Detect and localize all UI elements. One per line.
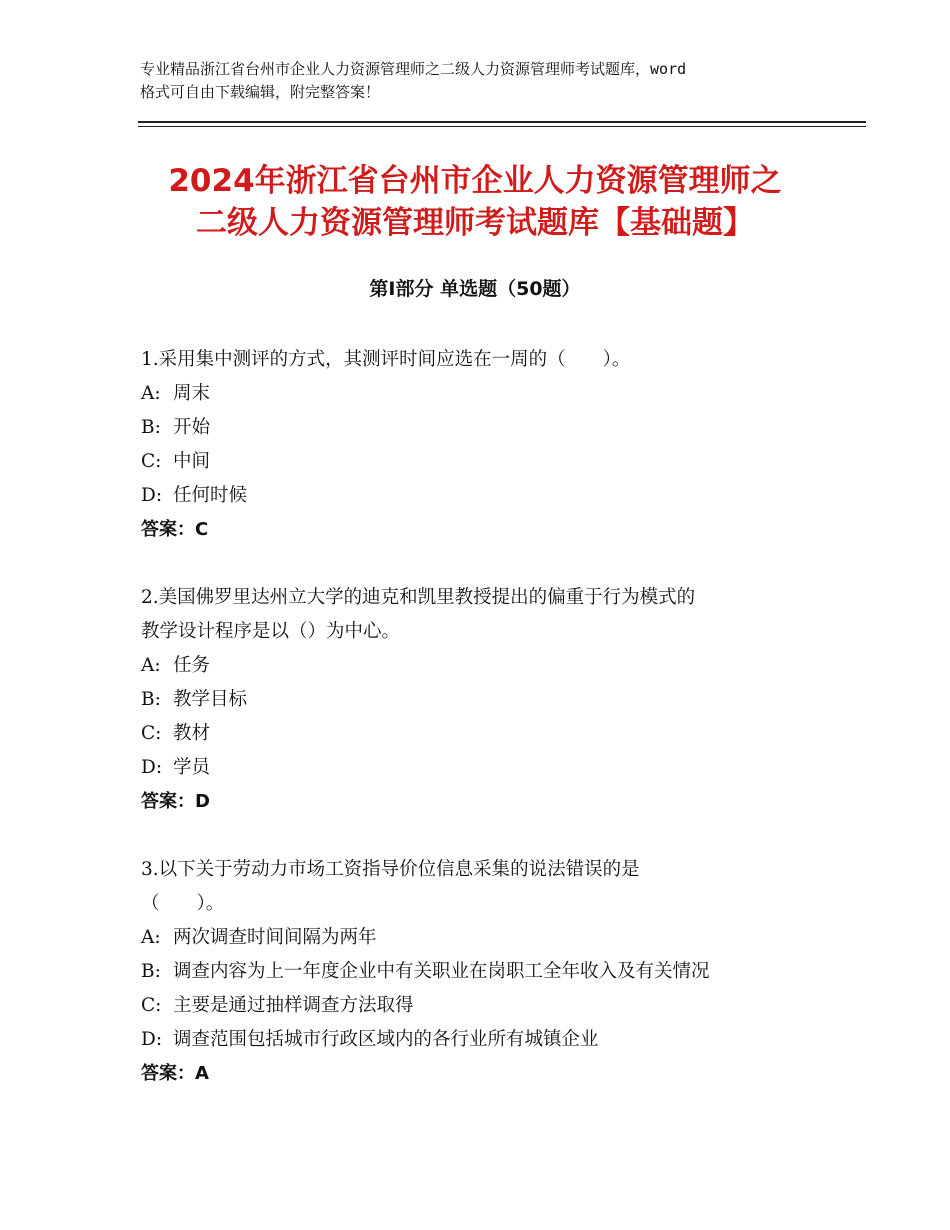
option-label: C: bbox=[141, 723, 162, 744]
option-label: D: bbox=[141, 757, 163, 778]
header-divider-thin bbox=[138, 126, 866, 127]
option-a bbox=[141, 921, 821, 955]
question-text: 教学设计程序是以（）为中心。 bbox=[141, 621, 401, 642]
answer: 答案：A bbox=[141, 1063, 209, 1084]
option-label: D: bbox=[141, 1029, 163, 1050]
option-text: 教学目标 bbox=[173, 689, 248, 710]
question-2 bbox=[141, 581, 821, 819]
option-b bbox=[141, 683, 821, 717]
option-label: B: bbox=[141, 417, 161, 438]
option-label: B: bbox=[141, 689, 161, 710]
section-heading: 第Ⅰ部分 单选题（50题） bbox=[369, 278, 581, 300]
option-text: 任务 bbox=[173, 655, 211, 676]
option-label: C: bbox=[141, 995, 162, 1016]
option-a bbox=[141, 649, 821, 683]
question-1 bbox=[141, 343, 821, 547]
option-d bbox=[141, 1023, 821, 1057]
question-text: 2.美国佛罗里达州立大学的迪克和凯里教授提出的偏重于行为模式的 bbox=[141, 587, 696, 608]
question-text: （ ）。 bbox=[141, 893, 225, 914]
question-3 bbox=[141, 853, 821, 1091]
header-divider-thick bbox=[138, 121, 866, 123]
option-label: A: bbox=[141, 655, 161, 676]
answer: 答案：C bbox=[141, 519, 209, 540]
option-text: 调查内容为上一年度企业中有关职业在岗职工全年收入及有关情况 bbox=[173, 961, 710, 982]
document-title-line-2: 二级人力资源管理师考试题库【基础题】 bbox=[196, 205, 754, 241]
option-label: D: bbox=[141, 485, 163, 506]
option-text: 学员 bbox=[173, 757, 211, 778]
option-d bbox=[141, 479, 821, 513]
option-c bbox=[141, 445, 821, 479]
option-text: 中间 bbox=[173, 451, 211, 472]
option-c bbox=[141, 989, 821, 1023]
option-label: A: bbox=[141, 927, 161, 948]
header-note-line-2: 格式可自由下载编辑，附完整答案！ bbox=[140, 83, 381, 101]
option-label: A: bbox=[141, 383, 161, 404]
option-text: 开始 bbox=[173, 417, 211, 438]
option-a bbox=[141, 377, 821, 411]
document-title bbox=[100, 160, 850, 244]
option-c bbox=[141, 717, 821, 751]
answer: 答案：D bbox=[141, 791, 210, 812]
document-title-line-1: 2024年浙江省台州市企业人力资源管理师之 bbox=[168, 163, 782, 199]
option-d bbox=[141, 751, 821, 785]
question-text: 3.以下关于劳动力市场工资指导价位信息采集的说法错误的是 bbox=[141, 859, 640, 880]
option-label: B: bbox=[141, 961, 161, 982]
option-text: 主要是通过抽样调查方法取得 bbox=[173, 995, 414, 1016]
option-text: 任何时候 bbox=[173, 485, 248, 506]
option-text: 调查范围包括城市行政区域内的各行业所有城镇企业 bbox=[173, 1029, 599, 1050]
option-text: 周末 bbox=[173, 383, 211, 404]
question-text: 1.采用集中测评的方式，其测评时间应选在一周的（ ）。 bbox=[141, 349, 631, 370]
option-text: 两次调查时间间隔为两年 bbox=[173, 927, 377, 948]
header-note-line-1: 专业精品浙江省台州市企业人力资源管理师之二级人力资源管理师考试题库，word bbox=[140, 60, 687, 78]
option-b bbox=[141, 955, 821, 989]
question-list bbox=[141, 343, 821, 1125]
option-label: C: bbox=[141, 451, 162, 472]
header-note bbox=[140, 58, 840, 104]
option-b bbox=[141, 411, 821, 445]
option-text: 教材 bbox=[173, 723, 211, 744]
